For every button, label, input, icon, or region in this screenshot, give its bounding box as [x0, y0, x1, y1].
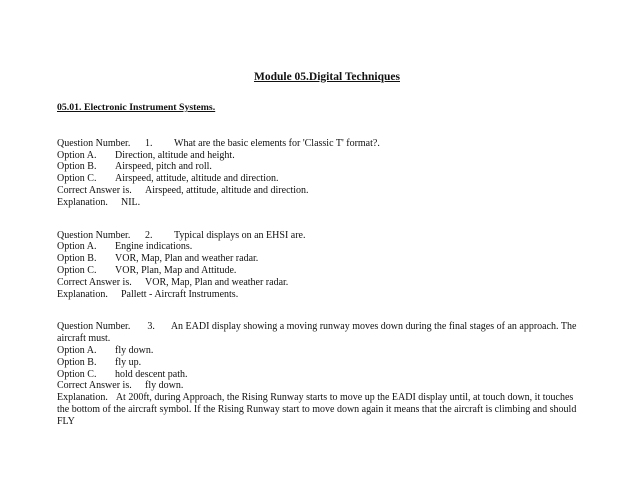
question-number: 1. — [145, 137, 153, 149]
module-title: Module 05.Digital Techniques — [253, 71, 400, 83]
correct-answer-text: VOR, Map, Plan and weather radar. — [145, 276, 289, 288]
question-number-label: Question Number. — [57, 137, 131, 149]
question-block-2 — [57, 230, 587, 301]
question-line — [57, 321, 587, 345]
option-b-line — [57, 161, 587, 173]
option-c-text: VOR, Plan, Map and Attitude. — [115, 264, 237, 276]
option-a-line — [57, 241, 587, 253]
option-b-line — [57, 253, 587, 265]
explanation-label: Explanation. — [57, 288, 108, 300]
section-heading: 05.01. Electronic Instrument Systems. — [57, 102, 216, 113]
option-c-label: Option C. — [57, 264, 97, 276]
option-a-text: Engine indications. — [115, 241, 193, 253]
correct-answer-line — [57, 185, 587, 197]
question-number: 3. — [147, 321, 155, 333]
question-number-label: Question Number. — [57, 229, 131, 241]
question-line — [57, 230, 587, 242]
option-c-line — [57, 265, 587, 277]
explanation-text: Pallett - Aircraft Instruments. — [121, 288, 239, 300]
option-a-label: Option A. — [57, 149, 97, 161]
explanation-text: NIL. — [121, 196, 141, 208]
option-c-line — [57, 369, 587, 381]
question-number-label: Question Number. — [57, 321, 131, 333]
correct-answer-label: Correct Answer is. — [57, 184, 132, 196]
correct-answer-text: fly down. — [145, 380, 184, 392]
question-text: Typical displays on an EHSI are. — [174, 229, 306, 241]
explanation-line — [57, 197, 587, 209]
option-b-line — [57, 357, 587, 369]
option-c-label: Option C. — [57, 368, 97, 380]
option-b-label: Option B. — [57, 161, 97, 173]
question-block-1 — [57, 138, 587, 209]
explanation-label: Explanation. — [57, 196, 108, 208]
correct-answer-line — [57, 277, 587, 289]
question-block-3 — [57, 321, 587, 427]
option-c-text: hold descent path. — [115, 368, 188, 380]
correct-answer-label: Correct Answer is. — [57, 380, 132, 392]
explanation-text: At 200ft, during Approach, the Rising Runway starts to move up the EADI display until, at touch down, it touches the bottom of the aircraft symbol. If the Rising Runway start to move down again it means that the aircraft is climbing and should FLY — [57, 392, 577, 427]
option-a-line — [57, 150, 587, 162]
option-c-line — [57, 173, 587, 185]
question-text: What are the basic elements for 'Classic T' format?. — [174, 137, 380, 149]
option-a-text: Direction, altitude and height. — [115, 149, 235, 161]
document-page — [57, 70, 587, 428]
option-b-label: Option B. — [57, 356, 97, 368]
explanation-label: Explanation. — [57, 392, 108, 404]
explanation-line — [57, 289, 587, 301]
question-line — [57, 138, 587, 150]
option-a-line — [57, 345, 587, 357]
option-b-text: Airspeed, pitch and roll. — [115, 161, 212, 173]
question-number: 2. — [145, 229, 153, 241]
option-c-label: Option C. — [57, 173, 97, 185]
correct-answer-text: Airspeed, attitude, altitude and direction. — [145, 184, 309, 196]
option-a-text: fly down. — [115, 344, 154, 356]
question-text: An EADI display showing a moving runway moves down during the final stages of an approach. The aircraft must. — [57, 321, 577, 345]
option-b-text: VOR, Map, Plan and weather radar. — [115, 253, 259, 265]
explanation-line — [57, 392, 587, 427]
option-a-label: Option A. — [57, 344, 97, 356]
option-b-text: fly up. — [115, 356, 142, 368]
correct-answer-line — [57, 380, 587, 392]
option-a-label: Option A. — [57, 241, 97, 253]
option-b-label: Option B. — [57, 253, 97, 265]
option-c-text: Airspeed, attitude, altitude and direction. — [115, 173, 279, 185]
correct-answer-label: Correct Answer is. — [57, 276, 132, 288]
